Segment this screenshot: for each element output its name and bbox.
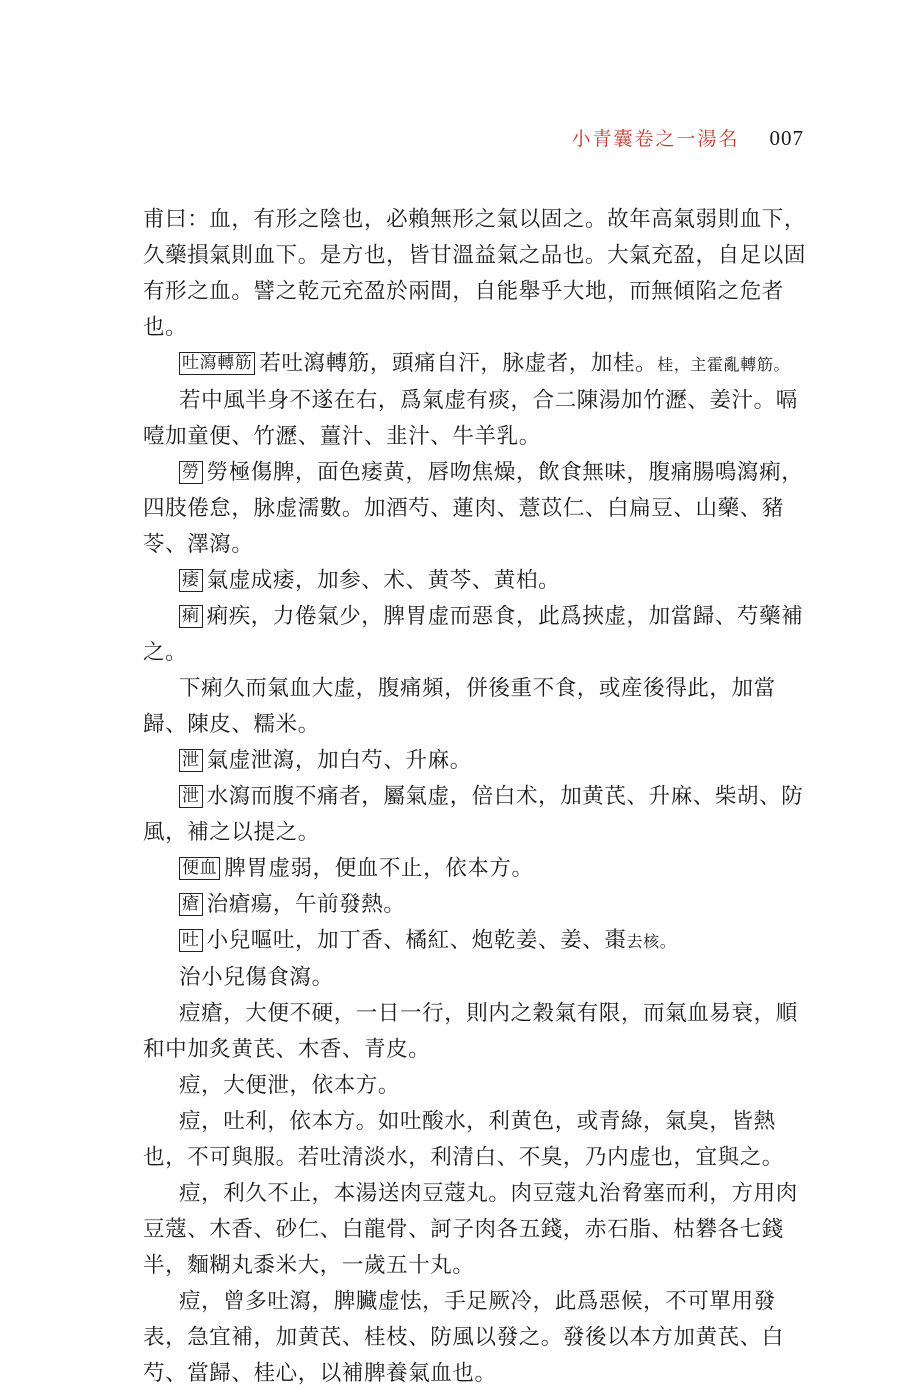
topic-tag: 痢: [179, 605, 203, 628]
paragraph: [143, 960, 809, 996]
paragraph-text: 痘，利久不止，本湯送肉豆蔻丸。肉豆蔻丸治脅塞而利，方用肉豆蔻、木香、砂仁、白龍骨、訶子肉各五錢，赤石脂、枯礬各七錢半，麵糊丸黍米大，一歲五十丸。: [143, 1181, 798, 1278]
topic-tag: 便血: [179, 857, 220, 880]
topic-tag: 泄: [179, 749, 203, 772]
paragraph: [143, 1176, 809, 1284]
paragraph-text: 治瘡瘍，午前發熱。: [206, 892, 406, 917]
topic-tag: 勞: [179, 461, 203, 484]
paragraph-text: 治小兒傷食瀉。: [179, 965, 334, 990]
annotation-note: 去核。: [626, 932, 677, 951]
paragraph: [143, 346, 809, 383]
paragraph-text: 小兒嘔吐，加丁香、橘紅、炮乾姜、姜、棗: [206, 928, 627, 953]
paragraph: [143, 923, 809, 960]
running-header: [571, 124, 804, 151]
paragraph: [143, 887, 809, 923]
running-title: 小青囊卷之一湯名: [571, 128, 740, 150]
topic-tag: 泄: [179, 785, 203, 808]
topic-tag: 瘡: [179, 893, 203, 916]
body-text: [143, 202, 809, 1392]
paragraph: [143, 1284, 809, 1392]
paragraph: [143, 671, 809, 743]
paragraph-text: 勞極傷脾，面色痿黄，唇吻焦燥，飲食無味，腹痛腸鳴瀉痢，四肢倦怠，脉虚濡數。加酒芍、蓮肉、薏苡仁、白扁豆、山藥、豬苓、澤瀉。: [143, 460, 804, 557]
paragraph-text: 痘，曾多吐瀉，脾臟虚怯，手足厥冷，此爲惡候，不可單用發表，急宜補，加黄芪、桂枝、防風以發之。發後以本方加黄芪、白芍、當歸、桂心，以補脾養氣血也。: [143, 1289, 784, 1386]
topic-tag: 吐: [179, 929, 203, 952]
paragraph: [143, 455, 809, 563]
paragraph: [143, 563, 809, 599]
paragraph: [143, 1068, 809, 1104]
paragraph-text: 若中風半身不遂在右，爲氣虚有痰，合二陳湯加竹瀝、姜汁。嗝噎加童便、竹瀝、薑汁、韭汁、牛羊乳。: [143, 388, 798, 449]
paragraph-text: 痘瘡，大便不硬，一日一行，則内之穀氣有限，而氣血易衰，順和中加炙黄芪、木香、青皮。: [143, 1001, 798, 1062]
paragraph: [143, 599, 809, 671]
paragraph-text: 若吐瀉轉筋，頭痛自汗，脉虚者，加桂。: [259, 351, 658, 376]
topic-tag: 吐瀉轉筋: [179, 352, 255, 375]
paragraph: [143, 996, 809, 1068]
paragraph-text: 脾胃虚弱，便血不止，依本方。: [224, 856, 534, 881]
paragraph-text: 甫曰：血，有形之陰也，必賴無形之氣以固之。故年高氣弱則血下，久藥損氣則血下。是方也，皆甘溫益氣之品也。大氣充盈，自足以固有形之血。譬之乾元充盈於兩間，自能舉乎大地，而無傾陷之危者也。: [143, 207, 807, 340]
paragraph-text: 痘，吐利，依本方。如吐酸水，利黄色，或青綠，氣臭，皆熱也，不可與服。若吐清淡水，利清白、不臭，乃内虚也，宜與之。: [143, 1109, 784, 1170]
annotation-note: 桂，主霍亂轉筋。: [657, 355, 791, 374]
paragraph: [143, 743, 809, 779]
paragraph: [143, 779, 809, 851]
topic-tag: 痿: [179, 569, 203, 592]
paragraph-text: 水瀉而腹不痛者，屬氣虚，倍白术，加黄芪、升麻、柴胡、防風，補之以提之。: [143, 784, 804, 845]
paragraph-text: 氣虚成痿，加参、术、黄芩、黄柏。: [206, 568, 561, 593]
paragraph-text: 痢疾，力倦氣少，脾胃虚而惡食，此爲挾虚，加當歸、芍藥補之。: [143, 604, 804, 665]
paragraph: [143, 383, 809, 455]
paragraph-text: 下痢久而氣血大虚，腹痛頻，併後重不食，或産後得此，加當歸、陳皮、糯米。: [143, 676, 776, 737]
paragraph-text: 氣虚泄瀉，加白芍、升麻。: [206, 748, 472, 773]
paragraph-text: 痘，大便泄，依本方。: [179, 1073, 401, 1098]
paragraph: [143, 202, 809, 346]
paragraph: [143, 1104, 809, 1176]
paragraph: [143, 851, 809, 887]
page-number: 007: [769, 126, 804, 150]
